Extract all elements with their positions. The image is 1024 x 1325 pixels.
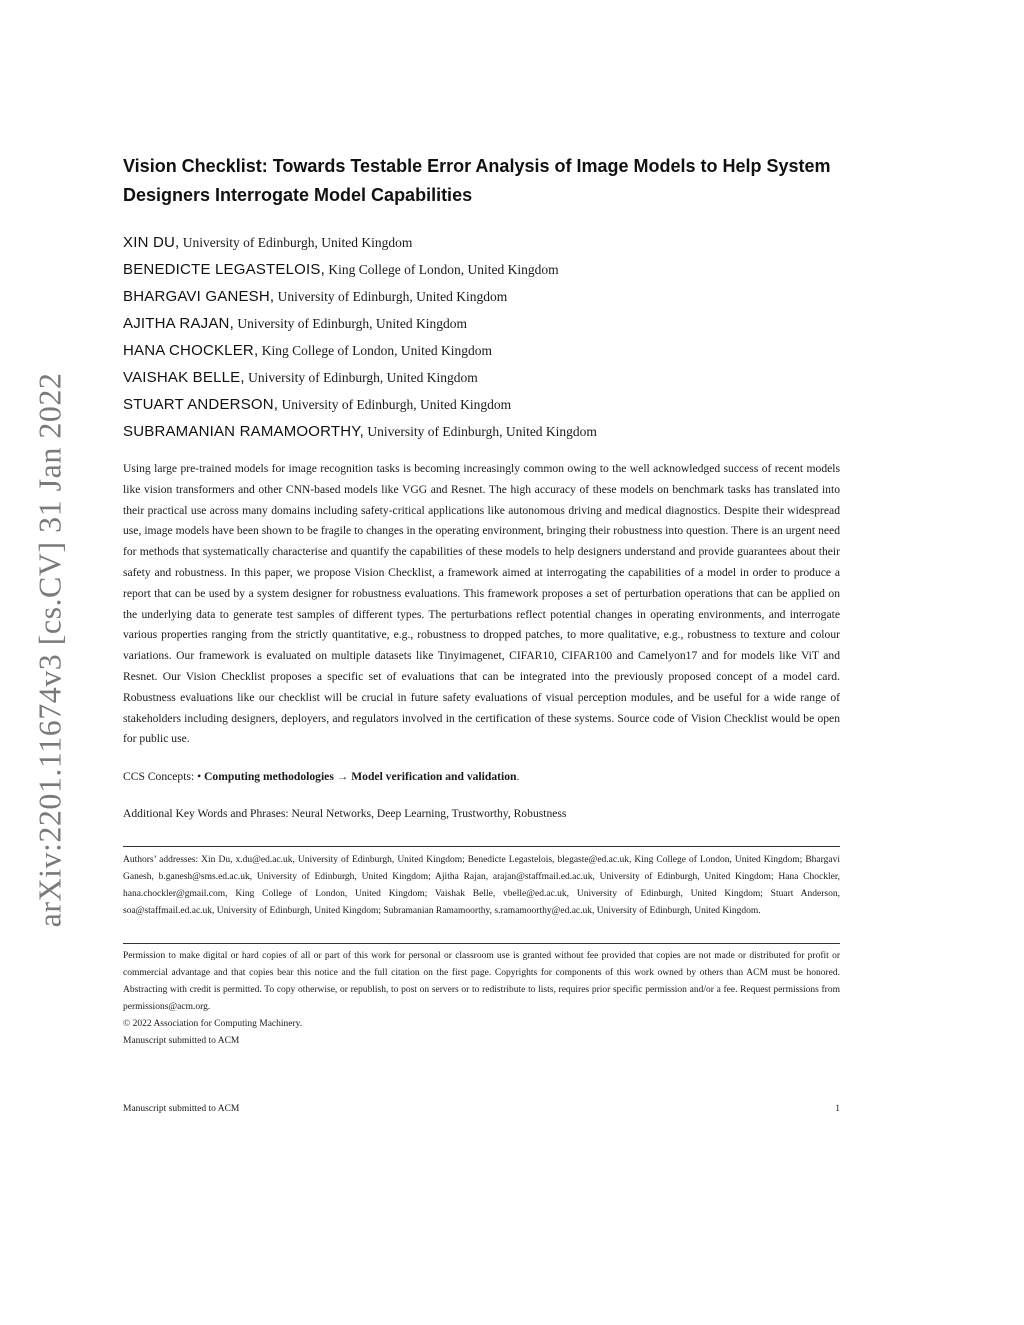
author-name: BENEDICTE LEGASTELOIS, <box>123 261 325 278</box>
author-name: BHARGAVI GANESH, <box>123 288 275 305</box>
arxiv-identifier: arXiv:2201.11674v3 [cs.CV] 31 Jan 2022 <box>31 372 68 928</box>
author-affiliation: University of Edinburgh, United Kingdom <box>277 289 508 304</box>
author-name: SUBRAMANIAN RAMAMOORTHY, <box>123 423 364 440</box>
page-number: 1 <box>835 1104 840 1114</box>
author-affiliation: University of Edinburgh, United Kingdom <box>281 397 512 412</box>
author-name: HANA CHOCKLER, <box>123 342 259 359</box>
author-entry <box>123 283 840 310</box>
author-entry <box>123 229 840 256</box>
author-entry <box>123 310 840 337</box>
author-name: XIN DU, <box>123 234 180 251</box>
author-name: STUART ANDERSON, <box>123 396 279 413</box>
ccs-label: CCS Concepts: • <box>123 770 202 784</box>
footer-left: Manuscript submitted to ACM <box>123 1104 240 1114</box>
author-affiliation: University of Edinburgh, United Kingdom <box>237 316 467 331</box>
author-entry <box>123 337 840 364</box>
author-entry <box>123 256 840 283</box>
author-affiliation: University of Edinburgh, United Kingdom <box>248 370 478 385</box>
author-entry <box>123 391 840 418</box>
first-page-content <box>123 152 840 1050</box>
author-entry <box>123 364 840 391</box>
author-affiliation: University of Edinburgh, United Kingdom <box>367 424 597 439</box>
paper-title: Vision Checklist: Towards Testable Error Analysis of Image Models to Help System Designers Interrogate Model Capabilities <box>123 156 831 205</box>
page-footer <box>123 1101 840 1117</box>
author-affiliation: King College of London, United Kingdom <box>261 343 492 358</box>
manuscript-note: Manuscript submitted to ACM <box>123 1036 240 1047</box>
permission-notice: Permission to make digital or hard copies of all or part of this work for personal or classroom use is granted without fee provided that copies are not made or distributed for profit or commercial advantage and that copies bear this notice and the full citation on the first page. Copyrights for components of this work owned by others than ACM must be honored. Abstracting with credit is permitted. To copy otherwise, or republish, to post on servers or to redistribute to lists, requires prior specific permission and/or a fee. Request permissions from permissions@acm.org. <box>123 951 840 1013</box>
ccs-end: . <box>516 770 520 784</box>
author-name: VAISHAK BELLE, <box>123 369 245 386</box>
author-name: AJITHA RAJAN, <box>123 315 234 332</box>
author-addresses: Authors’ addresses: Xin Du, x.du@ed.ac.uk, University of Edinburgh, United Kingdom; Benedicte Legastelois, blegaste@ed.ac.uk, King College of London, United Kingdom; Bhargavi Ganesh, b.ganesh@sms.ed.ac.uk, University of Edinburgh, United Kingdom; Ajitha Rajan, arajan@staffmail.ed.ac.uk, University of Edinburgh, United Kingdom; Hana Chockler, hana.chockler@gmail.com, King College of London, United Kingdom; Vaishak Belle, vbelle@ed.ac.uk, University of Edinburgh, United Kingdom; Stuart Anderson, soa@staffmail.ed.ac.uk, University of Edinburgh, United Kingdom; Subramanian Ramamoorthy, s.ramamoorthy@ed.ac.uk, University of Edinburgh, United Kingdom. <box>123 855 840 917</box>
ccs-concepts <box>123 767 840 787</box>
author-list <box>123 229 840 445</box>
copyright-line: © 2022 Association for Computing Machinery. <box>123 1019 303 1030</box>
ccs-concept: Computing methodologies → Model verification and validation <box>204 770 517 784</box>
keywords: Additional Key Words and Phrases: Neural Networks, Deep Learning, Trustworthy, Robustness <box>123 807 567 821</box>
author-affiliation: King College of London, United Kingdom <box>328 262 559 277</box>
author-affiliation: University of Edinburgh, United Kingdom <box>182 235 413 250</box>
author-entry <box>123 418 840 445</box>
abstract: Using large pre-trained models for image recognition tasks is becoming increasingly common owing to the well acknowledged success of recent models like vision transformers and other CNN-based models like VGG and Resnet. The high accuracy of these models on benchmark tasks has translated into their practical use across many domains including safety-critical applications like autonomous driving and medical diagnostics. Despite their widespread use, image models have been shown to be fragile to changes in the operating environment, bringing their robustness into question. There is an urgent need for methods that systematically characterise and quantify the capabilities of these models to help designers understand and provide guarantees about their safety and robustness. In this paper, we propose Vision Checklist, a framework aimed at interrogating the capabilities of a model in order to produce a report that can be used by a system designer for robustness evaluations. This framework proposes a set of perturbation operations that can be applied on the underlying data to generate test samples of different types. The perturbations reflect potential changes in operating environments, and interrogate various properties ranging from the strictly quantitative, e.g., robustness to dropped patches, to more qualitative, e.g., robustness to texture and colour variations. Our framework is evaluated on multiple datasets like Tinyimagenet, CIFAR10, CIFAR100 and Camelyon17 and for models like ViT and Resnet. Our Vision Checklist proposes a specific set of evaluations that can be integrated into the previously proposed concept of a model card. Robustness evaluations like our checklist will be crucial in future safety evaluations of visual perception modules, and be useful for a wide range of stakeholders including designers, deployers, and regulators involved in the certification of these systems. Source code of Vision Checklist would be open for public use. <box>123 462 840 746</box>
